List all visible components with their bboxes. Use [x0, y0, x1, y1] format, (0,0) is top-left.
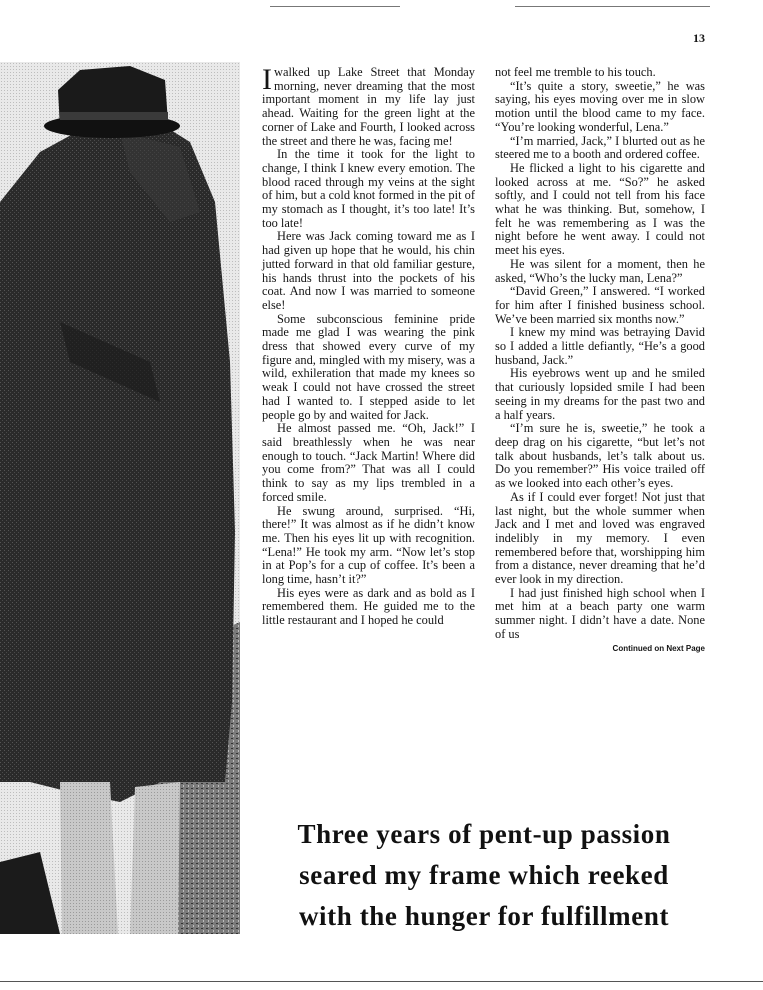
article-paragraph: Some subconscious feminine pride made me glad I was wearing the pink dress that showed every curve of my figure and, mingled with my misery, was a wild, exhileration that made my knees so weak I could not have crossed the street had I wanted to. I stepped aside to let people go by and waited for Jack. — [262, 311, 475, 422]
bottom-rule — [0, 981, 763, 982]
article-paragraph: “I’m sure he is, sweetie,” he took a deep drag on his cigarette, “but let’s not talk about husbands, let’s talk about us. Do you remember?” His voice trailed off as we looked into each other’s eyes. — [495, 421, 705, 491]
article-paragraph: He was silent for a moment, then he asked, “Who’s the lucky man, Lena?” — [495, 256, 705, 285]
top-rule-left — [270, 6, 400, 7]
article-paragraph: Here was Jack coming toward me as I had given up hope that he would, his chin jutted forward in that old familiar gesture, his hands thrust into the pockets of his coat. And now I was married to someone else! — [262, 229, 475, 312]
article-paragraph: He swung around, surprised. “Hi, there!” It was almost as if he didn’t know me. Then his eyes lit up with recognition. “Lena!” He took my arm. “Now let’s stop in at Pop’s for a cup of coffee. It’s been a long time, hasn’t it?” — [262, 503, 475, 587]
article-paragraph: “David Green,” I answered. “I worked for him after I finished business school. We’ve been married six months now.” — [495, 284, 705, 326]
continued-note: Continued on Next Page — [612, 643, 705, 653]
article-paragraph: His eyebrows went up and he smiled that curiously lopsided smile I had been seeing in my dreams for the past two and a half years. — [495, 366, 705, 422]
article-paragraph: He flicked a light to his cigarette and looked across at me. “So?” he asked softly, and I could not tell from his face what he was thinking. But, somehow, I felt he was remembering as I was the night before he went away. I could not meet his eyes. — [495, 160, 705, 258]
drop-cap: I — [262, 63, 272, 96]
headline-line: with the hunger for fulfillment — [298, 901, 670, 931]
article-column-2 — [495, 66, 705, 654]
article-column-1 — [262, 63, 475, 628]
article-paragraph: In the time it took for the light to change, I think I knew every emotion. The blood raced through my veins at the sight of him, but a cold knot formed in the pit of my stomach as I thought, it’s too late! It’s too late! — [262, 147, 475, 230]
article-paragraph: “I’m married, Jack,” I blurted out as he steered me to a booth and ordered coffee. — [495, 133, 705, 162]
top-rule-right — [515, 6, 710, 7]
headline-line: Three years of pent-up passion — [297, 819, 671, 849]
headline-line: seared my frame which reeked — [299, 860, 669, 890]
article-paragraph: I had just finished high school when I met him at a beach party one warm summer night. I didn’t have a date. None of us — [495, 585, 705, 641]
article-paragraph: He almost passed me. “Oh, Jack!” I said breathlessly when he was near enough to touch. “Jack Martin! Where did you come from?” That was all I could think to say as my lips trembled in a forced smile. — [262, 421, 475, 504]
article-paragraph: I knew my mind was betraying David so I added a little defiantly, “He’s a good husband, Jack.” — [495, 325, 705, 367]
pull-quote-headline — [256, 814, 712, 937]
article-paragraph: not feel me tremble to his touch. — [495, 65, 656, 79]
page-number: 13 — [693, 31, 705, 45]
article-paragraph: As if I could ever forget! Not just that last night, but the whole summer when Jack and I met and loved was engraved indelibly in my memory. I even remembered before that, worshipping him from a distance, never dreaming that he’d ever look in my direction. — [495, 489, 705, 587]
man-in-hat-photo — [0, 62, 240, 934]
article-paragraph: Iwalked up Lake Street that Monday morning, never dreaming that the most important moment in my life lay just ahead. Waiting for the green light at the corner of Lake and Fourth, I looked across the street and there he was, facing me! — [262, 63, 475, 148]
article-paragraph: “It’s quite a story, sweetie,” he was saying, his eyes moving over me in slow motion until the blood came to my face. “You’re looking wonderful, Lena.” — [495, 78, 705, 134]
article-paragraph: His eyes were as dark and as bold as I remembered them. He guided me to the little restaurant and I hoped he could — [262, 585, 475, 628]
